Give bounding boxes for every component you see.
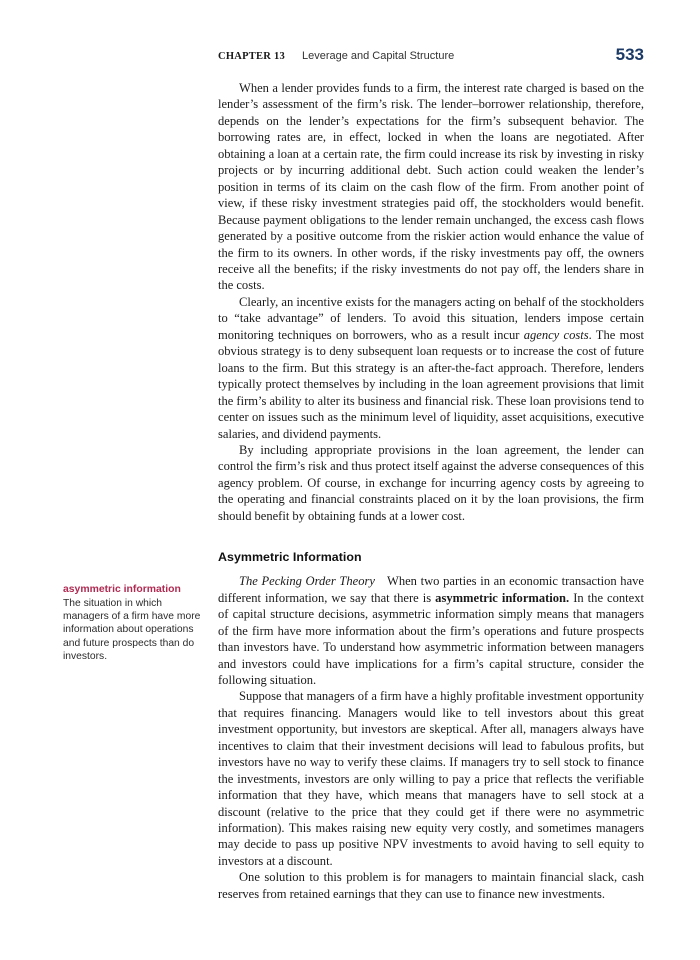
paragraph-pecking-part1: When two parties in an economic transaction have different information, we say that there is — [218, 574, 644, 605]
run-in-head-pecking-order: The Pecking Order Theory — [239, 574, 375, 589]
paragraph-pecking-part2: In the context of capital structure decisions, asymmetric information simply means that managers of the firm have more information about the firm’s operations and future prospects than investors have. To understand how asymmetric information between managers and investors could have implications for a firm’s capital structure, consider the following situation. — [218, 590, 644, 687]
section-heading-asymmetric-information: Asymmetric Information — [218, 550, 362, 565]
paragraph-loan-provisions: By including appropriate provisions in the loan agreement, the lender can control the firm’s risk and thus protect itself against the adverse consequences of this agency problem. Of course, in exchange for incurring agency costs by agreeing to the operating and financial constraints placed on it by the loan provisions, the firm should benefit by obtaining funds at a lower cost. — [218, 442, 644, 523]
paragraph-lender-risk: When a lender provides funds to a firm, the interest rate charged is based on the lender’s assessment of the firm’s risk. The lender–borrower relationship, therefore, depends on the lender’s expectations for the firm’s subsequent behavior. The borrowing rates are, in effect, locked in when the loans are negotiated. After obtaining a loan at a certain rate, the firm could increase its risk by investing in risky projects or by incurring additional debt. Such action could weaken the lender’s position in terms of its claim on the cash flow of the firm. From another point of view, if these risky investment strategies paid off, the stockholders would benefit. Because payment obligations to the lender remain unchanged, the excess cash flows generated by a positive outcome from the riskier action would enhance the value of the firm to its owners. In other words, if the risky investments pay off, the owners receive all the benefits; if the risky investments do not pay off, the lenders share in the costs. — [218, 81, 644, 293]
running-head — [218, 44, 644, 64]
paragraph-pecking-order-theory — [218, 573, 644, 688]
body-text-column — [218, 80, 644, 902]
spacer-after-heading — [218, 564, 644, 573]
margin-note-definition: The situation in which managers of a firm have more information about operations and future prospects than do investors. — [63, 598, 201, 662]
term-agency-costs: agency costs — [523, 327, 589, 342]
paragraph-profitable-investment: Suppose that managers of a firm have a highly profitable investment opportunity that requires financing. Managers would like to tell investors about this great investment opportunity, but investors are skeptical. After all, managers always have incentives to claim that their investment decisions will lead to fabulous profits, but investors have no way to verify these claims. If managers try to sell stock to finance the investments, investors are only willing to pay a price that reflects the verifiable information that they have, which means that managers have to sell stock at a discount (relative to the price that they could get if there were no asymmetric information). This makes raising new equity very costly, and sometimes managers may decide to pass up positive NPV investments to avoid having to sell equity to investors at a discount. — [218, 689, 644, 868]
paragraph-financial-slack: One solution to this problem is for managers to maintain financial slack, cash reserves from retained earnings that they can use to finance new investments. — [218, 870, 644, 901]
page-number: 533 — [615, 45, 644, 64]
margin-note-term: asymmetric information — [63, 584, 181, 595]
margin-note-glossary — [63, 583, 203, 663]
chapter-title: Leverage and Capital Structure — [301, 50, 455, 62]
paragraph-agency-costs-part2: . The most obvious strategy is to deny subsequent loan requests or to increase the cost of future loans to the firm. But this strategy is an after-the-fact approach. Therefore, lenders typically protect themselves by including in the loan agreement provisions that limit the firm’s ability to alter its business and financial risk. These loan provisions tend to center on issues such as the minimum level of liquidity, asset acquisitions, executive salaries, and dividend payments. — [218, 327, 644, 441]
chapter-label: CHAPTER 13 — [218, 51, 285, 62]
spacer-before-heading — [218, 524, 644, 550]
paragraph-agency-costs — [218, 294, 644, 442]
term-asymmetric-information: asymmetric information. — [435, 590, 570, 605]
paragraph-agency-costs-part1: Clearly, an incentive exists for the managers acting on behalf of the stockholders to “take advantage” of lenders. To avoid this situation, lenders impose certain monitoring techniques on borrowers, who as a result incur — [218, 294, 644, 342]
